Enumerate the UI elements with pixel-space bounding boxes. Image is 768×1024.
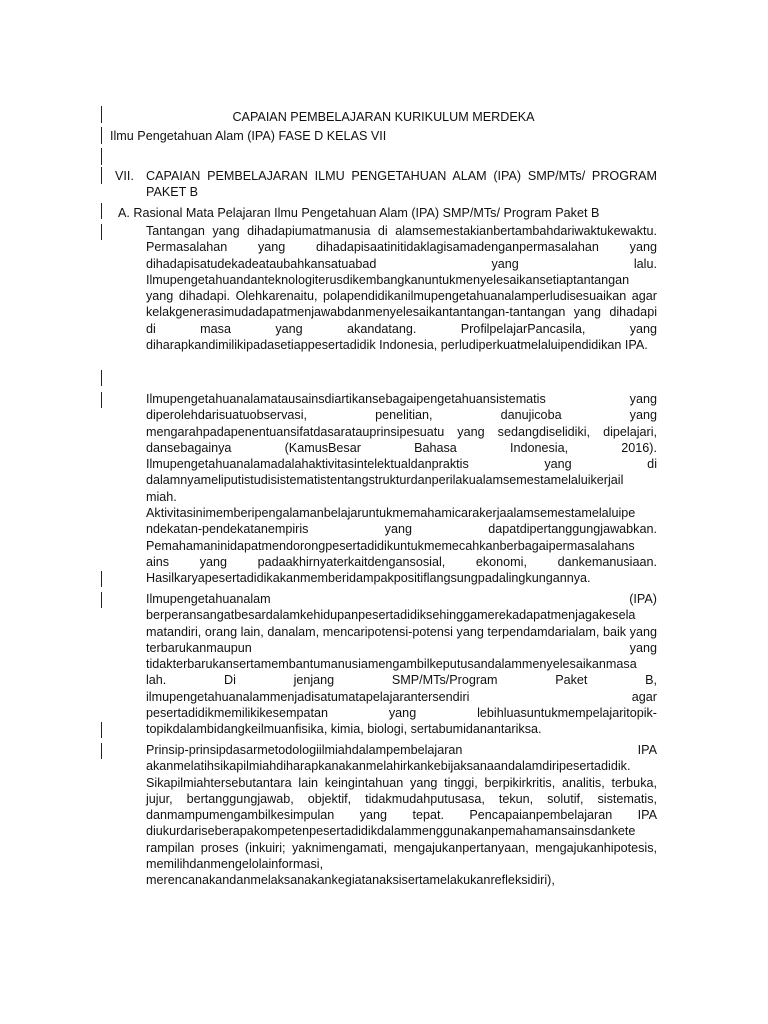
change-bar: [101, 592, 102, 608]
list-item-a: A. Rasional Mata Pelajaran Ilmu Pengetahuan Alam (IPA) SMP/MTs/ Program Paket B: [118, 206, 600, 220]
paragraph: Ilmupengetahuanalam (IPA) berperansangatbesardalamkehidupanpesertadidiksehinggamerekadapatmenjagakesela matandiri, orang lain, danalam, mencaripotensi-potensi yang terpendamdarialam, baik yang terbarukanmaupun yang tidakterbarukansertamembantumanusiamengambilkeputusandalammenyelesaikanmasa lah. Di jenjang SMP/MTs/Program Paket B, ilmupengetahuanalammenjadisatumatapelajarantersendiri agar pesertadidikmemilikikesempatan yang lebihluasuntukmempelajaritopik- topikdalambidangkeilmuanfisika, kimia, biologi, sertabumidanantariksa.: [146, 592, 657, 737]
section-heading: [115, 168, 657, 201]
section-number: VII.: [115, 169, 134, 183]
paragraph: Ilmupengetahuanalamatausainsdiartikansebagaipengetahuansistematis yang diperolehdarisuatuobservasi, penelitian, danujicoba yang mengarahpadapenentuansifatdasaratauprinsipesuatu yang sedangdiselidiki, dipelajari, dansebagainya (KamusBesar Bahasa Indonesia, 2016). Ilmupengetahuanalamadalahaktivitasintelektualdanpraktis yang di dalamnyameliputistudisistematistentangstrukturdanperilakualamsemestamelaluikerjail miah. Aktivitasinimemberipengalamanbelajaruntukmemahamicarakerjaalamsemestamelaluipe ndekatan-pendekatanempiris yang dapatdipertanggungjawabkan. Pemahamaninidapatmendorongpesertadidikuntukmemecahkanberbagaipermasalahans ains yang padaakhirnyaterkaitdengansosial, ekonomi, dankemanusiaan. Hasilkaryapesertadidikakanmemberidampakpositiflangsungpadalingkungannya.: [146, 392, 657, 586]
section-heading-text: CAPAIAN PEMBELAJARAN ILMU PENGETAHUAN ALAM (IPA) SMP/MTs/ PROGRAM PAKET B: [146, 169, 657, 200]
document-subtitle: Ilmu Pengetahuan Alam (IPA) FASE D KELAS VII: [110, 129, 387, 143]
change-bar: [101, 571, 102, 587]
change-bar: [101, 392, 102, 408]
change-bar: [101, 148, 102, 165]
change-bar: [101, 167, 102, 184]
change-bar: [101, 722, 102, 738]
change-bar: [101, 743, 102, 759]
change-bar: [101, 127, 102, 144]
document-title: CAPAIAN PEMBELAJARAN KURIKULUM MERDEKA: [232, 110, 535, 124]
change-bar: [101, 106, 102, 123]
change-bar: [101, 224, 102, 240]
change-bar: [101, 203, 102, 219]
change-bar: [101, 370, 102, 386]
paragraph: Prinsip-prinsipdasarmetodologiilmiahdalampembelajaran IPA akanmelatihsikapilmiahdiharapkanakanmelahirkankebijaksanaandalamdiripesertadidik. Sikapilmiahtersebutantara lain keingintahuan yang tinggi, berpikirkritis, analitis, terbuka, jujur, bertanggungjawab, objektif, tidakmudahputusasa, tekun, solutif, sistematis, danmampumengambilkesimpulan yang tepat. Pencapaianpembelajaran IPA diukurdariseberapakompetenpesertadidikdalammenggunakanpemahamansainsdankete rampilan proses (inkuiri; yaknimengamati, mengajukanpertanyaan, mengajukanhipotesis, memilihdanmengelolainformasi, merencanakandanmelaksanakankegiatanaksisertamelakukanrefleksidiri),: [146, 743, 657, 888]
paragraph: Tantangan yang dihadapiumatmanusia di alamsemestakianbertambahdariwaktukewaktu. Permasalahan yang dihadapisaatinitidaklagisamadenganpermasalahan yang dihadapisatudekadeataubahkansatuabad yang lalu. Ilmupengetahuandanteknologiterusdikembangkanuntukmenyelesaikansetiaptantangan yang dihadapi. Olehkarenaitu, polapendidikanilmupengetahuanalamperludisesuaikan agar kelakgenerasimudadapatmenjawabdanmenyelesaikantantangan-tantangan yang dihadapi di masa yang akandatang. ProfilpelajarPancasila, yang diharapkandimilikipadasetiappesertadidik Indonesia, perludiperkuatmelaluipendidikan IPA.: [146, 224, 657, 353]
